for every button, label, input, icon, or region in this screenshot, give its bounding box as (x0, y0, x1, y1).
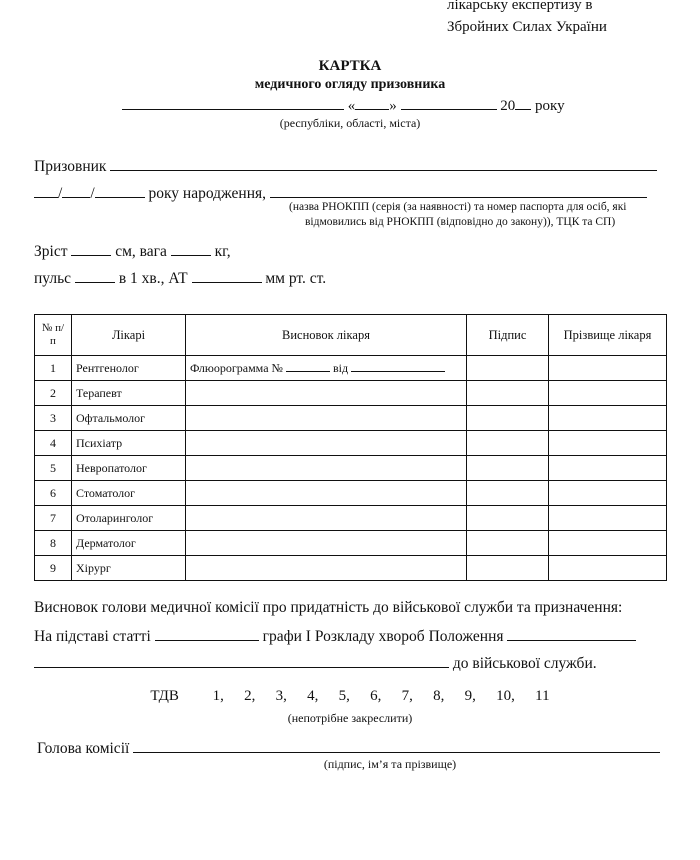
signature-field[interactable] (133, 738, 660, 753)
place-caption: (республіки, області, міста) (279, 116, 421, 130)
id-field[interactable] (270, 183, 647, 198)
height-unit: см, вага (115, 243, 167, 260)
row-doctor: Психіатр (72, 431, 186, 456)
row-num: 3 (35, 406, 72, 431)
row-doctor: Офтальмолог (72, 406, 186, 431)
date-line (122, 95, 565, 115)
row-signature[interactable] (467, 556, 549, 581)
row-doctor: Терапевт (72, 381, 186, 406)
birth-day-field[interactable] (34, 183, 58, 198)
row-signature[interactable] (467, 481, 549, 506)
row-doctor: Стоматолог (72, 481, 186, 506)
fitness-field[interactable] (34, 653, 449, 668)
header-doctor-surname: Прізвище лікаря (549, 315, 667, 356)
row-signature[interactable] (467, 381, 549, 406)
row-signature[interactable] (467, 456, 549, 481)
row-num: 9 (35, 556, 72, 581)
row-surname[interactable] (549, 406, 667, 431)
height-label: Зріст (34, 243, 68, 260)
tdv-row (0, 688, 700, 705)
row-num: 8 (35, 531, 72, 556)
row-surname[interactable] (549, 481, 667, 506)
birth-month-field[interactable] (62, 183, 90, 198)
row-num: 5 (35, 456, 72, 481)
close-quote: » (389, 98, 397, 114)
fitness-suffix: до військової служби. (452, 655, 597, 672)
id-caption-1: (назва РНОКПП (серія (за наявності) та номер паспорта для осіб, які (289, 201, 627, 213)
row-signature[interactable] (467, 406, 549, 431)
row-signature[interactable] (467, 431, 549, 456)
row-signature[interactable] (467, 531, 549, 556)
row-surname[interactable] (549, 356, 667, 381)
row-surname[interactable] (549, 456, 667, 481)
year-prefix: 20 (500, 98, 516, 114)
row-doctor: Невропатолог (72, 456, 186, 481)
conscript-name-field[interactable] (110, 156, 657, 171)
pulse-label: пульс (34, 270, 72, 287)
tdv-caption: (непотрібне закреслити) (287, 711, 413, 725)
basis-row (34, 626, 636, 646)
conscript-label: Призовник (34, 158, 107, 175)
table-row (35, 356, 667, 381)
row-num: 6 (35, 481, 72, 506)
row-conclusion[interactable] (186, 406, 467, 431)
pulse-field[interactable] (75, 268, 115, 283)
year-suffix: року (535, 98, 565, 114)
row-conclusion[interactable] (186, 506, 467, 531)
header-conclusion: Висновок лікаря (186, 315, 467, 356)
fluoro-date-field[interactable] (351, 360, 445, 372)
row-conclusion[interactable] (186, 481, 467, 506)
table-row (35, 556, 667, 581)
fitness-row (34, 653, 597, 673)
row-doctor: Рентгенолог (72, 356, 186, 381)
article-field[interactable] (155, 626, 259, 641)
row-conclusion[interactable] (186, 456, 467, 481)
row-surname[interactable] (549, 431, 667, 456)
header-doctors: Лікарі (72, 315, 186, 356)
signature-row (37, 738, 660, 758)
row-surname[interactable] (549, 506, 667, 531)
table-header-row (35, 315, 667, 356)
id-caption-2: відмовились від РНОКПП (відповідно до закону)), ТЦК та СП) (305, 216, 616, 228)
fluoro-label: Флюорограмма № (190, 361, 283, 375)
header-block (447, 0, 607, 38)
table-row (35, 406, 667, 431)
weight-unit: кг, (214, 243, 231, 260)
row-conclusion[interactable] (186, 381, 467, 406)
bp-unit: мм рт. ст. (265, 270, 327, 287)
row-num: 4 (35, 431, 72, 456)
fluoro-from: від (332, 361, 349, 375)
row-surname[interactable] (549, 381, 667, 406)
row-surname[interactable] (549, 556, 667, 581)
header-line-1: лікарську експертизу в (447, 0, 593, 13)
row-signature[interactable] (467, 506, 549, 531)
row-conclusion[interactable] (186, 556, 467, 581)
pulse-unit: в 1 хв., АТ (118, 270, 188, 287)
month-field[interactable] (401, 95, 497, 110)
header-signature: Підпис (467, 315, 549, 356)
row-surname[interactable] (549, 531, 667, 556)
signature-caption: (підпис, ім’я та прізвище) (323, 757, 457, 771)
row-conclusion[interactable] (186, 356, 467, 381)
tdv-label: ТДВ (150, 688, 179, 704)
row-num: 1 (35, 356, 72, 381)
height-weight-row (34, 241, 231, 261)
year-field[interactable] (515, 95, 531, 110)
birth-row (34, 183, 647, 203)
basis-middle: графи I Розкладу хвороб Положення (262, 628, 504, 645)
header-num: № п/п (35, 315, 72, 356)
table-row (35, 456, 667, 481)
tdv-options[interactable]: 1, 2, 3, 4, 5, 6, 7, 8, 9, 10, 11 (212, 688, 550, 704)
row-conclusion[interactable] (186, 531, 467, 556)
header-line-2: Збройних Силах України (447, 19, 607, 35)
bp-field[interactable] (192, 268, 262, 283)
table-row (35, 431, 667, 456)
slash-2: / (90, 185, 95, 202)
fluoro-number-field[interactable] (286, 360, 330, 372)
open-quote: « (347, 98, 356, 114)
row-signature[interactable] (467, 356, 549, 381)
table-row (35, 506, 667, 531)
row-num: 7 (35, 506, 72, 531)
row-doctor: Отоларинголог (72, 506, 186, 531)
birth-year-field[interactable] (95, 183, 145, 198)
conclusion-heading: Висновок голови медичної комісії про придатність до військової служби та призначення: (34, 599, 623, 616)
day-field[interactable] (355, 95, 389, 110)
table-row (35, 531, 667, 556)
row-conclusion[interactable] (186, 431, 467, 456)
row-doctor: Дерматолог (72, 531, 186, 556)
basis-prefix: На підставі статті (34, 628, 151, 645)
weight-field[interactable] (171, 241, 211, 256)
slash-1: / (58, 185, 63, 202)
row-doctor: Хірург (72, 556, 186, 581)
table-row (35, 381, 667, 406)
row-num: 2 (35, 381, 72, 406)
height-field[interactable] (71, 241, 111, 256)
signature-label: Голова комісії (37, 740, 130, 757)
card-title: КАРТКА (318, 58, 382, 74)
regulation-field[interactable] (507, 626, 636, 641)
exam-table (34, 314, 667, 581)
table-row (35, 481, 667, 506)
conscript-row (34, 156, 657, 176)
card-subtitle: медичного огляду призовника (254, 77, 446, 92)
pulse-row (34, 268, 326, 288)
birth-label: року народження, (148, 185, 267, 202)
place-field[interactable] (122, 95, 344, 110)
